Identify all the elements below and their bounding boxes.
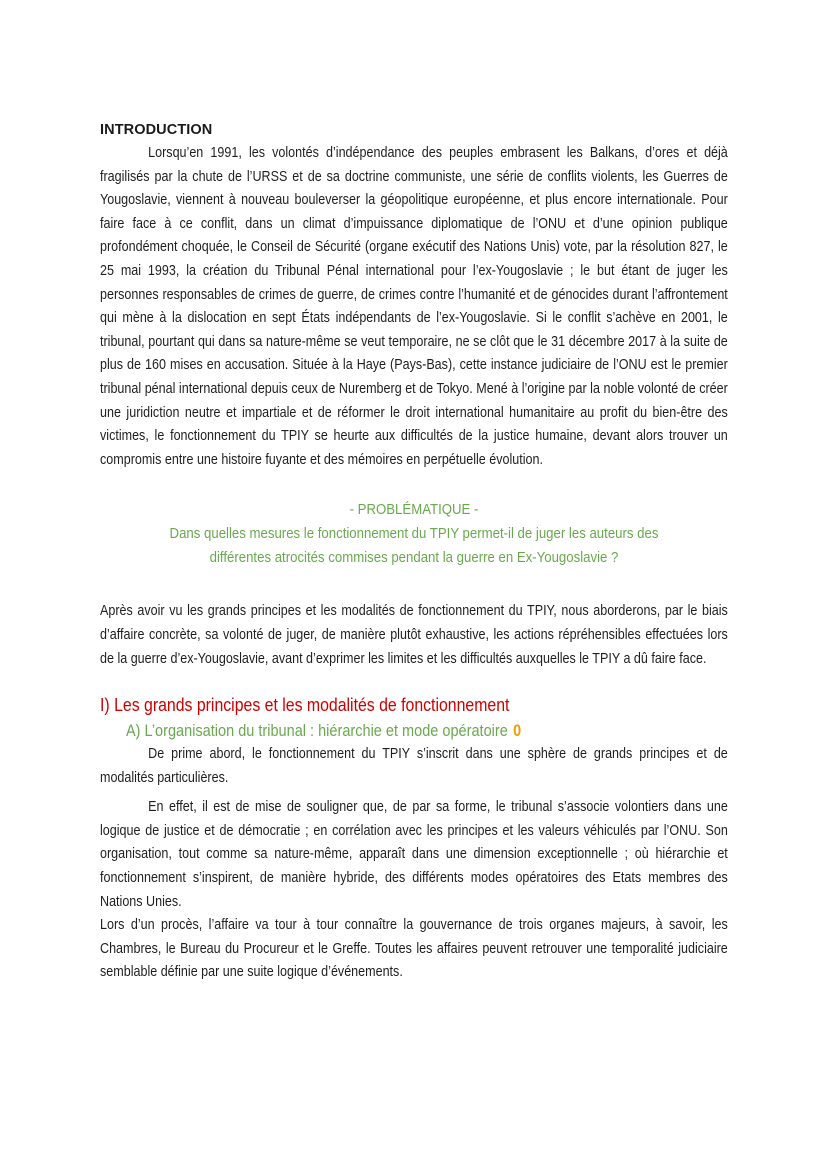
problematique-title: - PROBLÉMATIQUE -	[349, 501, 479, 519]
problematique-line-2: différentes atrocités commises pendant la guerre en Ex-Yougoslavie ?	[209, 549, 619, 567]
section-1a-title-text: A) L’organisation du tribunal : hiérarchie et mode opératoire	[126, 722, 508, 741]
section-1-title: I) Les grands principes et les modalités de fonctionnement	[100, 695, 510, 716]
section-1a-paragraph-1: De prime abord, le fonctionnement du TPIY s’inscrit dans une sphère de grands principes et de modalités particulières.	[100, 746, 728, 786]
annonce-paragraph: Après avoir vu les grands principes et les modalités de fonctionnement du TPIY, nous aborderons, par le biais d’affaire concrète, sa volonté de juger, de manière plutôt exhaustive, les actions répréhensibles effectuées lors de la guerre d’ex-Yougoslavie, avant d’exprimer les limites et les difficultés auxquelles le TPIY a dû faire face.	[100, 603, 728, 667]
problematique-line-1: Dans quelles mesures le fonctionnement du TPIY permet-il de juger les auteurs des	[169, 525, 659, 543]
section-1a-marker: 0	[513, 722, 522, 741]
section-1a-paragraph-3: Lors d’un procès, l’affaire va tour à tour connaître la gouvernance de trois organes majeurs, à savoir, les Chambres, le Bureau du Procureur et le Greffe. Toutes les affaires peuvent retrouver une temporalité judiciaire semblable définie par une suite logique d’événements.	[100, 917, 728, 981]
document-page	[100, 120, 728, 985]
section-1a-paragraph-2: En effet, il est de mise de souligner que, de par sa forme, le tribunal s’associe volontiers dans une logique de justice et de démocratie ; en corrélation avec les principes et les valeurs véhiculés par l’ONU. Son organisation, tout comme sa nature-même, apparaît dans une dimension exceptionnelle ; où hiérarchie et fonctionnement s’inspirent, de manière hybride, des différents modes opératoires des Etats membres des Nations Unies.	[100, 799, 728, 910]
intro-paragraph: Lorsqu’en 1991, les volontés d’indépendance des peuples embrasent les Balkans, d’ores et déjà fragilisés par la chute de l’URSS et de sa doctrine communiste, une série de conflits violents, les Guerres de Yougoslavie, viennent à nouveau bouleverser la géopolitique européenne, et plus encore internationale. Pour faire face à ce conflit, dans un climat d’impuissance diplomatique de l’ONU et d’une opinion publique profondément choquée, le Conseil de Sécurité (organe exécutif des Nations Unis) vote, par la résolution 827, le 25 mai 1993, la création du Tribunal Pénal international pour l’ex-Yougoslavie ; le but étant de juger les personnes responsables de crimes de guerre, de crimes contre l’humanité et de génocides durant l’affrontement qui mène à la dislocation en sept États indépendants de l’ex-Yougoslavie. Si le conflit s’achève en 2001, le tribunal, pourtant qui dans sa nature-même se veut temporaire, ne se clôt que le 31 décembre 2017 à la suite de plus de 160 mises en accusation. Située à la Haye (Pays-Bas), cette instance judiciaire de l’ONU est le premier tribunal pénal international depuis ceux de Nuremberg et de Tokyo. Mené à l’origine par la noble volonté de créer une juridiction neutre et impartiale et de réformer le droit international humanitaire au profit du bien-être des victimes, le fonctionnement du TPIY se heurte aux difficultés de la justice humaine, devant alors trouver un compromis entre une histoire fuyante et des mémoires en perpétuelle évolution.	[100, 145, 728, 468]
intro-heading: INTRODUCTION	[100, 122, 213, 138]
section-1a-title	[126, 719, 656, 743]
